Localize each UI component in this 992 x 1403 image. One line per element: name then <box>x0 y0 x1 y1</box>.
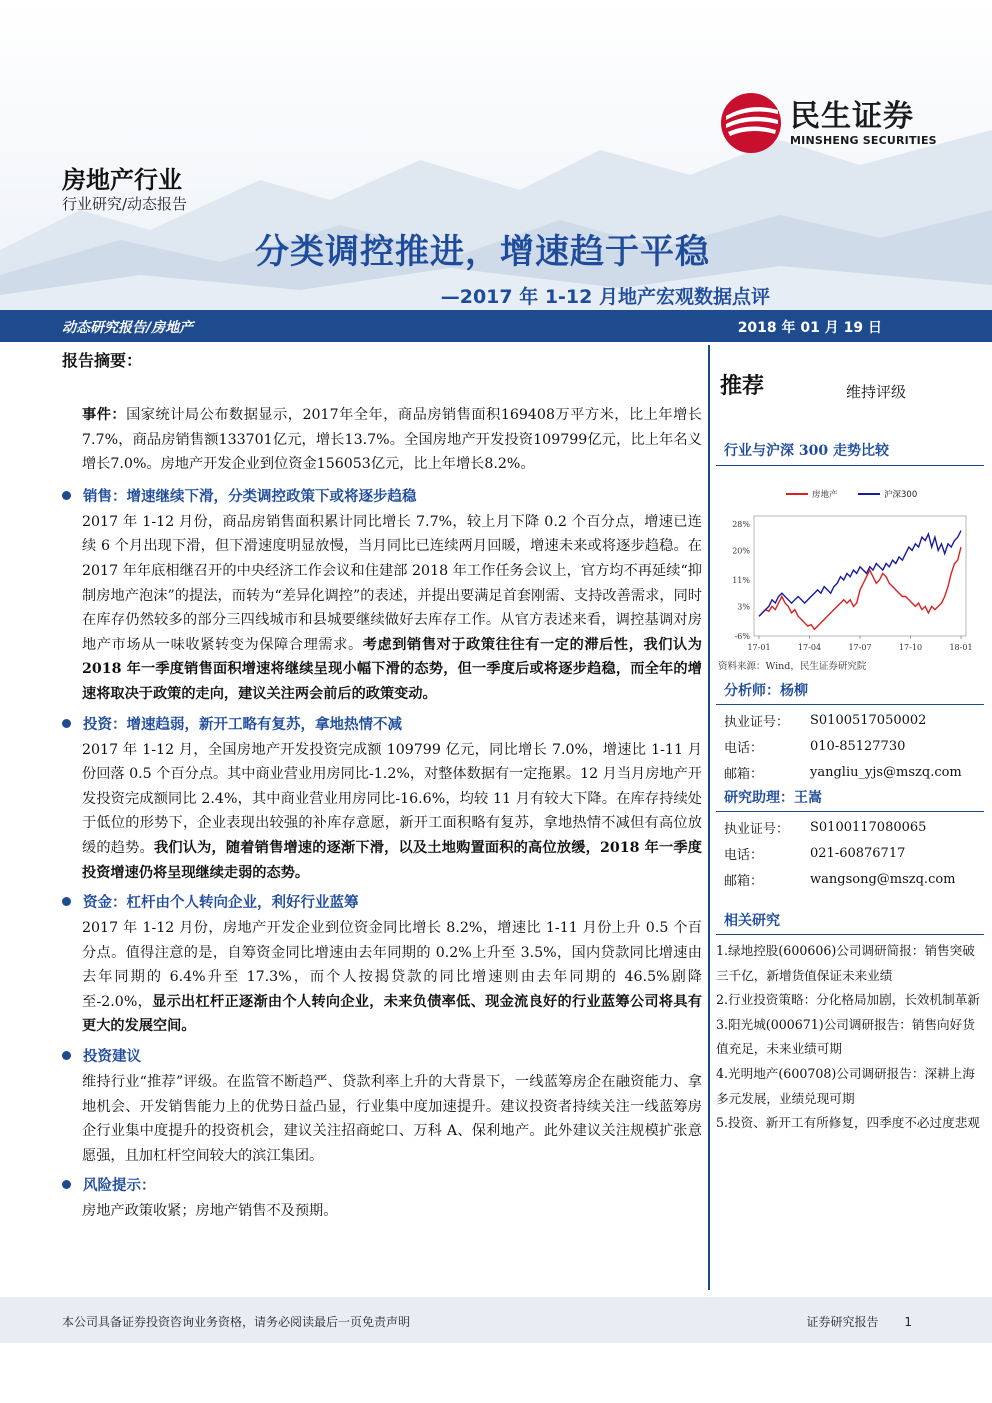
series-line <box>759 547 961 629</box>
bullet-icon <box>62 1051 71 1060</box>
y-tick-label: 3% <box>737 602 750 612</box>
event-text: 国家统计局公布数据显示，2017年全年，商品房销售面积169408万平方米，比上年增长7.7%，商品房销售额133701亿元，增长13.7%。全国房地产开发投资109799亿元，比上年名义增长7.0%。房地产开发企业到位资金156053亿元，比上年增长8.2%。 <box>82 407 702 473</box>
series-line <box>759 531 961 617</box>
x-tick-label: 17-01 <box>747 643 771 652</box>
footer-disclaimer: 本公司具备证券投资咨询业务资格，请务必阅读最后一页免责声明 <box>62 1315 411 1329</box>
page-number: 1 <box>904 1315 912 1329</box>
legend-label: 房地产 <box>812 490 838 500</box>
summary-column <box>62 348 702 1224</box>
analyst-email-link[interactable]: yangliu_yjs@mszq.com <box>810 764 962 780</box>
title-band <box>0 310 992 342</box>
assistant-heading: 研究助理：王嵩 <box>716 785 984 812</box>
section-risk-text: 房地产政策收紧；房地产销售不及预期。 <box>82 1203 338 1220</box>
analyst-heading: 分析师：杨柳 <box>716 672 984 705</box>
analyst-email-row: 邮箱： yangliu_yjs@mszq.com <box>724 764 962 782</box>
minsheng-logo-icon <box>720 92 782 154</box>
section-funds-heading <box>62 891 702 912</box>
band-category: 动态研究报告/房地产 <box>62 320 194 336</box>
event-label: 事件： <box>82 407 127 423</box>
event-paragraph <box>62 383 702 477</box>
assistant-license-row: 执业证号： S0100117080065 <box>724 819 927 837</box>
section-investment-heading <box>62 713 702 734</box>
related-item[interactable]: 2.行业投资策略：分化格局加剧，长效机制革新 <box>716 992 980 1008</box>
section-advice-label: 投资建议 <box>83 1048 141 1066</box>
assistant-email-link[interactable]: wangsong@mszq.com <box>810 871 956 887</box>
chart-heading: 行业与沪深 300 走势比较 <box>716 440 984 466</box>
x-tick-label: 17-07 <box>848 643 872 652</box>
analyst-phone-row: 电话： 010-85127730 <box>724 738 906 756</box>
assistant-email-row: 邮箱： wangsong@mszq.com <box>724 871 956 889</box>
summary-heading: 报告摘要： <box>62 351 143 370</box>
sidebar-column <box>716 345 984 1136</box>
footer-right <box>807 1313 912 1330</box>
section-sales-heading <box>62 485 702 506</box>
logo-english-name: MINSHENG SECURITIES <box>790 133 937 147</box>
section-advice-text: 维持行业“推荐”评级。在监管不断趋严、贷款利率上升的大背景下，一线蓝筹房企在融资能力、拿地机会、开发销售能力上的优势日益凸显，行业集中度加速提升。建议投资者持续关注一线蓝筹房企行业集中度提升的投资机会，建议关注招商蛇口、万科 A、保利地产。此外建议关注规模扩张意愿强，且加杠杆空间较大的滨江集团。 <box>82 1074 702 1164</box>
section-risk-label: 风险提示： <box>83 1177 156 1195</box>
page-footer <box>0 1297 992 1343</box>
plot-frame <box>754 516 966 636</box>
report-type: 行业研究/动态报告 <box>62 195 188 213</box>
related-heading: 相关研究 <box>716 902 984 935</box>
related-item[interactable]: 3.阳光城(000671)公司调研报告：销售向好货值充足，未来业绩可期 <box>716 1016 975 1057</box>
rating-note: 维持评级 <box>846 383 907 401</box>
report-subtitle: —2017 年 1-12 月地产宏观数据点评 <box>440 286 770 308</box>
assistant-info <box>716 812 984 892</box>
column-divider <box>708 345 710 1290</box>
assistant-phone-row: 电话： 021-60876717 <box>724 845 906 863</box>
section-advice-heading <box>62 1045 702 1066</box>
related-item[interactable]: 4.光明地产(600708)公司调研报告：深耕上海多元发展，业绩兑现可期 <box>716 1065 975 1106</box>
x-tick-label: 17-10 <box>898 643 923 652</box>
section-sales-label: 销售：增速继续下滑，分类调控政策下或将逐步趋稳 <box>83 487 417 505</box>
related-list <box>716 939 984 1136</box>
bullet-icon <box>62 897 71 906</box>
trend-chart-svg <box>716 466 984 656</box>
y-tick-label: 28% <box>732 520 750 529</box>
section-risk-heading <box>62 1174 702 1195</box>
company-logo <box>720 92 937 154</box>
x-tick-label: 18-01 <box>949 643 973 652</box>
report-date: 2018 年 01 月 19 日 <box>737 320 882 336</box>
y-tick-label: 11% <box>732 576 750 585</box>
x-tick-label: 17-04 <box>797 643 822 652</box>
related-item[interactable]: 1.绿地控股(600606)公司调研简报：销售突破三千亿，新增货值保证未来业绩 <box>716 943 975 983</box>
logo-chinese-name: 民生证券 <box>790 98 914 134</box>
bullet-icon <box>62 1180 71 1189</box>
section-sales-text: 2017 年 1-12 月份，商品房销售面积累计同比增长 7.7%，较上月下降 0.2 个百分点，增速已连续 6 个月出现下滑，但下滑速度明显放慢，当月同比已连续两月回暖，增速未来或将逐步趋稳。在 2017 年年底相继召开的中央经济工作会议和住建部 2018 年工作任务会议上，官方均不再延续“抑制房地产泡沫”的提法，而转为“差异化调控”的表述，并提出要满足首套刚需、支持改善需求，同时在库存仍然较多的部分三四线城市和县城要继续做好去库存工作。从官方表述来看，调控基调对房地产市场从一味收紧转变为保障合理需求。考虑到销售对于政策往往有一定的滞后性，我们认为 2018 年一季度销售面积增速将继续呈现小幅下滑的态势，但一季度后或将逐步趋稳，而全年的增速将取决于政策的走向，建议关注两会前后的政策变动。 <box>82 513 702 702</box>
trend-chart <box>716 466 984 656</box>
section-investment-text: 2017 年 1-12 月，全国房地产开发投资完成额 109799 亿元，同比增长 7.0%，增速比 1-11 月份回落 0.5 个百分点。其中商业营业用房同比-1.2%，对整体数据有一定拖累。12 月当月房地产开发投资完成额同比 2.4%，其中商业营业用房同比-16.6%，均较 11 月有较大下降。在库存持续处于低位的形势下，企业表现出较强的补库存意愿，新开工面积略有复苏，拿地热情不减但有高位放缓的趋势。我们认为，随着销售增速的逐渐下滑，以及土地购置面积的高位放缓，2018 年一季度投资增速仍将呈现继续走弱的态势。 <box>82 741 702 881</box>
section-funds-label: 资金：杠杆由个人转向企业，利好行业蓝筹 <box>83 894 359 912</box>
y-tick-label: 20% <box>732 546 750 556</box>
related-item[interactable]: 5.投资、新开工有所修复，四季度不必过度悲观 <box>716 1115 980 1131</box>
analyst-info <box>716 705 984 785</box>
section-funds-text: 2017 年 1-12 月份，房地产开发企业到位资金同比增长 8.2%，增速比 1-11 月份上升 0.5 个百分点。值得注意的是，自筹资金同比增速由去年同期的 0.2%上升至 3.5%，国内贷款同比增速由去年同期的 6.4%升至 17.3%，而个人按揭贷款的同比增速则由去年同期的 46.5%剧降至-2.0%，显示出杠杆正逐渐由个人转向企业，未来负债率低、现金流良好的行业蓝筹公司将具有更大的发展空间。 <box>82 920 702 1035</box>
industry-label: 房地产行业 <box>62 166 182 194</box>
section-investment-label: 投资：增速趋弱，新开工略有复苏，拿地热情不减 <box>83 715 402 733</box>
analyst-license-row: 执业证号： S0100517050002 <box>724 712 927 730</box>
report-title: 分类调控推进，增速趋于平稳 <box>255 232 710 272</box>
bullet-icon <box>62 719 71 728</box>
rating-box <box>716 345 984 440</box>
footer-label: 证券研究报告 <box>806 1315 879 1329</box>
y-tick-label: -6% <box>734 632 750 641</box>
chart-source: 资料来源：Wind，民生证券研究院 <box>718 661 867 672</box>
bullet-icon <box>62 491 71 500</box>
rating-value: 推荐 <box>720 374 765 399</box>
legend-label: 沪深300 <box>884 490 918 500</box>
